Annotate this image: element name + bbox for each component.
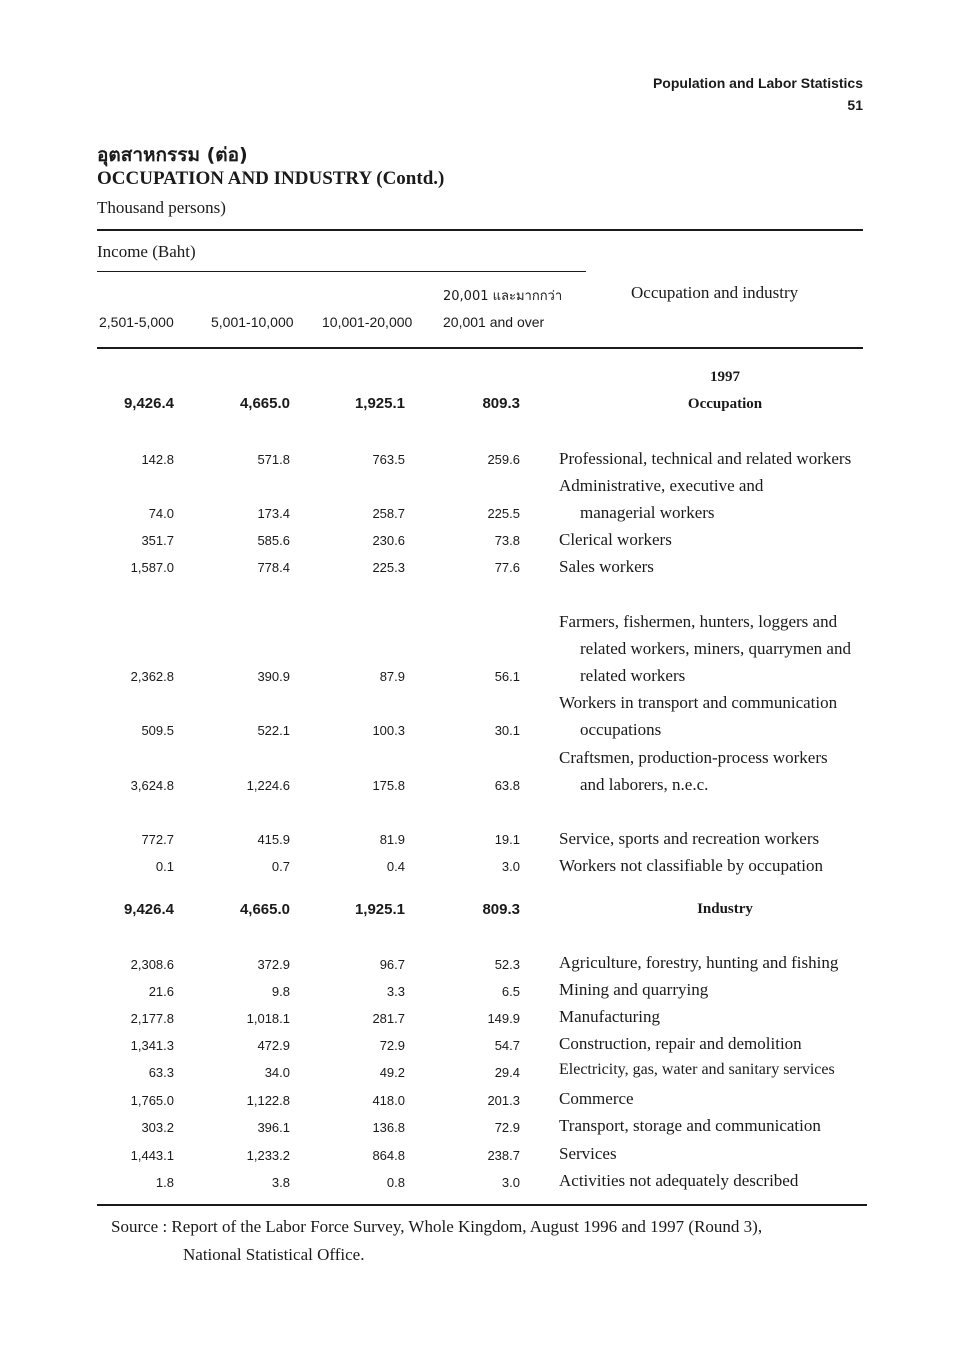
table-cell: 3.3: [386, 984, 405, 999]
table-cell: 2,177.8: [130, 1011, 174, 1026]
industry-total-3: 1,925.1: [354, 901, 405, 918]
col-header-2: 5,001-10,000: [211, 314, 294, 330]
table-cell: 396.1: [257, 1120, 290, 1135]
table-cell: 509.5: [141, 723, 174, 738]
income-rule: [97, 271, 586, 272]
top-rule: [97, 229, 863, 231]
table-cell: 1,587.0: [130, 560, 174, 575]
table-cell: 281.7: [372, 1011, 405, 1026]
table-cell: 522.1: [257, 723, 290, 738]
table-cell: 21.6: [148, 984, 174, 999]
table-cell: 258.7: [372, 506, 405, 521]
table-cell: 73.8: [494, 533, 520, 548]
table-cell: 415.9: [257, 832, 290, 847]
col-header-thai: 20,001 และมากกว่า: [443, 289, 563, 304]
title-thai: อุตสาหกรรม (ต่อ): [97, 144, 248, 166]
table-cell: 96.7: [379, 957, 405, 972]
table-bottom-rule: [97, 1204, 867, 1206]
row-label: Service, sports and recreation workers: [559, 829, 820, 848]
table-cell: 87.9: [379, 669, 405, 684]
row-label: occupations: [580, 720, 662, 739]
table-cell: 864.8: [372, 1148, 405, 1163]
row-label: Farmers, fishermen, hunters, loggers and: [559, 612, 838, 631]
table-cell: 142.8: [141, 452, 174, 467]
row-label: related workers: [580, 666, 686, 685]
table-cell: 351.7: [141, 533, 174, 548]
table-cell: 238.7: [487, 1148, 520, 1163]
table-cell: 3.8: [271, 1175, 290, 1190]
col-header-1: 2,501-5,000: [99, 314, 174, 330]
row-label: Services: [559, 1144, 617, 1163]
table-cell: 2,308.6: [130, 957, 174, 972]
table-cell: 372.9: [257, 957, 290, 972]
table-cell: 303.2: [141, 1120, 174, 1135]
table-cell: 778.4: [257, 560, 290, 575]
table-cell: 29.4: [494, 1065, 520, 1080]
table-cell: 763.5: [372, 452, 405, 467]
table-cell: 772.7: [141, 832, 174, 847]
table-cell: 418.0: [372, 1093, 405, 1108]
header-bottom-rule: [97, 347, 863, 349]
occupation-total-3: 1,925.1: [354, 395, 405, 412]
table-cell: 1,233.2: [246, 1148, 290, 1163]
source-note-continuation: National Statistical Office.: [183, 1245, 365, 1264]
table-cell: 1,122.8: [246, 1093, 290, 1108]
table-cell: 3,624.8: [130, 778, 174, 793]
table-cell: 81.9: [379, 832, 405, 847]
table-cell: 77.6: [494, 560, 520, 575]
table-cell: 1,341.3: [130, 1038, 174, 1053]
table-cell: 52.3: [494, 957, 520, 972]
table-cell: 175.8: [372, 778, 405, 793]
running-title: Population and Labor Statistics: [652, 75, 863, 91]
row-label: managerial workers: [580, 503, 715, 522]
page-number: 51: [847, 97, 863, 113]
table-cell: 2,362.8: [130, 669, 174, 684]
table-cell: 74.0: [148, 506, 174, 521]
industry-total-1: 9,426.4: [123, 901, 174, 918]
table-cell: 49.2: [379, 1065, 405, 1080]
row-label: Construction, repair and demolition: [559, 1034, 802, 1053]
table-cell: 63.8: [494, 778, 520, 793]
table-cell: 149.9: [487, 1011, 520, 1026]
occupation-section-title: Occupation: [687, 396, 763, 412]
table-cell: 201.3: [487, 1093, 520, 1108]
occupation-total-4: 809.3: [482, 395, 520, 412]
table-cell: 72.9: [379, 1038, 405, 1053]
table-cell: 259.6: [487, 452, 520, 467]
table-cell: 173.4: [257, 506, 290, 521]
row-label: Electricity, gas, water and sanitary services: [559, 1061, 835, 1078]
industry-section-title: Industry: [697, 901, 753, 917]
row-label: Activities not adequately described: [559, 1171, 799, 1190]
table-cell: 19.1: [494, 832, 520, 847]
table-cell: 1,224.6: [246, 778, 290, 793]
table-cell: 3.0: [501, 1175, 520, 1190]
table-cell: 0.1: [155, 859, 174, 874]
table-cell: 9.8: [271, 984, 290, 999]
units-label: Thousand persons): [97, 198, 226, 217]
row-label: Workers not classifiable by occupation: [559, 856, 823, 875]
occupation-total-1: 9,426.4: [123, 395, 174, 412]
row-label: Clerical workers: [559, 530, 672, 549]
industry-total-2: 4,665.0: [239, 901, 290, 918]
table-cell: 571.8: [257, 452, 290, 467]
table-cell: 585.6: [257, 533, 290, 548]
row-label: Mining and quarrying: [559, 980, 709, 999]
row-label: Agriculture, forestry, hunting and fishing: [559, 953, 839, 972]
income-label: Income (Baht): [97, 242, 196, 261]
table-cell: 136.8: [372, 1120, 405, 1135]
row-label: Sales workers: [559, 557, 654, 576]
row-label: Manufacturing: [559, 1007, 661, 1026]
table-cell: 56.1: [494, 669, 520, 684]
table-cell: 3.0: [501, 859, 520, 874]
row-label: Transport, storage and communication: [559, 1116, 821, 1135]
table-cell: 1,765.0: [130, 1093, 174, 1108]
table-cell: 225.3: [372, 560, 405, 575]
table-cell: 6.5: [501, 984, 520, 999]
occupation-total-2: 4,665.0: [239, 395, 290, 412]
table-cell: 0.7: [271, 859, 290, 874]
col-header-4: 20,001 and over: [443, 314, 545, 330]
table-cell: 1,018.1: [246, 1011, 290, 1026]
col-header-3: 10,001-20,000: [322, 314, 413, 330]
title-english: OCCUPATION AND INDUSTRY (Contd.): [97, 168, 445, 189]
row-label: Workers in transport and communication: [559, 693, 838, 712]
row-label: Commerce: [559, 1089, 634, 1108]
table-cell: 390.9: [257, 669, 290, 684]
row-label: Administrative, executive and: [559, 476, 764, 495]
row-label: Craftsmen, production-process workers: [559, 748, 828, 767]
table-cell: 0.8: [386, 1175, 405, 1190]
table-cell: 1,443.1: [130, 1148, 174, 1163]
table-cell: 54.7: [494, 1038, 520, 1053]
table-cell: 230.6: [372, 533, 405, 548]
table-cell: 472.9: [257, 1038, 290, 1053]
source-note: Source : Report of the Labor Force Survey, Whole Kingdom, August 1996 and 1997 (Round 3),: [111, 1217, 763, 1236]
row-label: and laborers, n.e.c.: [580, 775, 709, 794]
table-cell: 1.8: [155, 1175, 174, 1190]
table-cell: 34.0: [264, 1065, 290, 1080]
table-cell: 63.3: [148, 1065, 174, 1080]
row-label: Professional, technical and related workers: [559, 449, 852, 468]
table-cell: 30.1: [494, 723, 520, 738]
table-cell: 100.3: [372, 723, 405, 738]
industry-total-4: 809.3: [482, 901, 520, 918]
row-label: related workers, miners, quarrymen and: [580, 639, 851, 658]
table-cell: 225.5: [487, 506, 520, 521]
table-cell: 72.9: [494, 1120, 520, 1135]
table-cell: 0.4: [386, 859, 405, 874]
year-label: 1997: [710, 369, 740, 385]
label-column-header: Occupation and industry: [631, 283, 799, 302]
